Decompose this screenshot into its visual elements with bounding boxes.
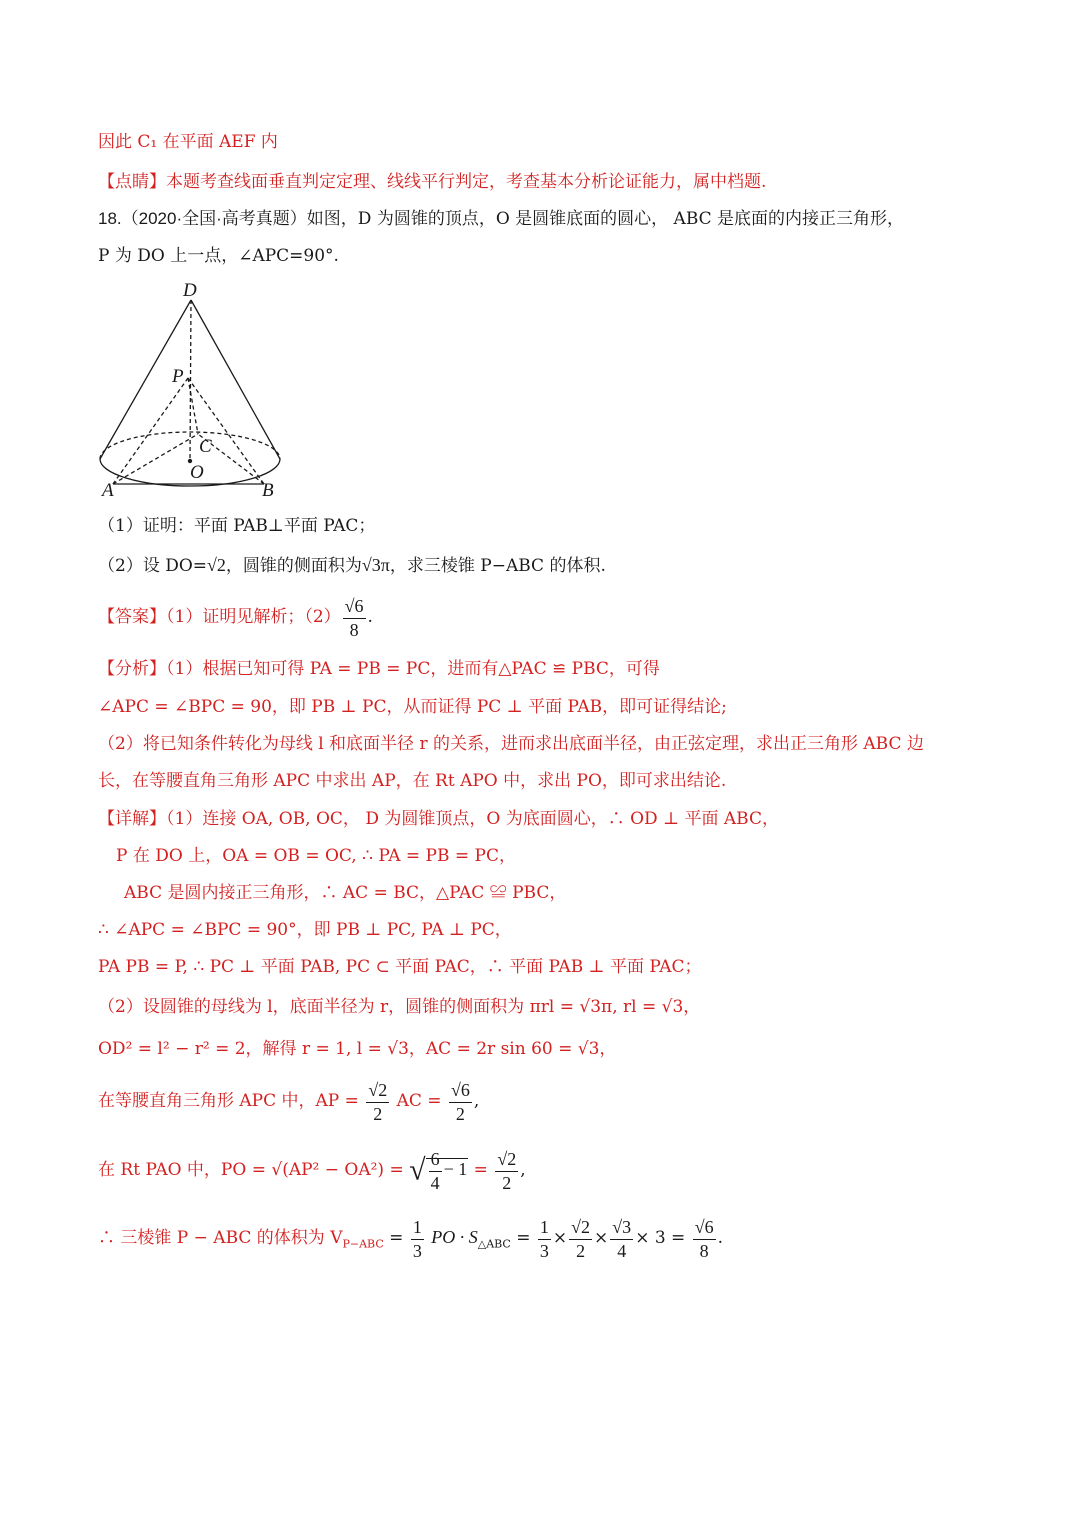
analysis-text-4: 长，在等腰直角三角形 APC 中求出 AP，在 Rt APO 中，求出 PO，即可求出结论. (98, 771, 727, 791)
answer-denominator: 8 (349, 620, 359, 640)
question-2-part-c: ，圆锥的侧面积为 (225, 556, 362, 576)
edge-PA (113, 378, 188, 484)
volume-subscript: P−ABC (342, 1237, 384, 1251)
detail-line-4 (98, 917, 512, 943)
label-A: A (102, 480, 114, 498)
detail-text-2: P 在 DO 上，OA = OB = OC, ∴ PA = PB = PC， (116, 846, 516, 866)
edge-PC (188, 378, 198, 434)
answer-numerator: √6 (343, 594, 366, 619)
answer-text: （1）证明见解析；（2） (166, 607, 341, 627)
detail-text-8a: 在等腰直角三角形 APC 中，AP = (98, 1091, 359, 1111)
detail-line-6 (98, 994, 700, 1020)
question-2-part-e: ，求三棱锥 P−ABC 的体积. (389, 556, 606, 576)
detail-text-8b: AC = (396, 1091, 442, 1111)
frac-sqrt6-over-2: $\frac{√6}{2}$ (450, 1080, 470, 1124)
detail-text-9b: = (473, 1160, 488, 1180)
problem-statement-cont (98, 243, 339, 269)
conclusion-line (98, 129, 278, 155)
detail-text-3: ABC 是圆内接正三角形，∴ AC = BC，△PAC ≌ PBC， (124, 883, 567, 903)
frac-6-over-4: $\frac{6}{4}$ (430, 1149, 440, 1194)
question-1-text: （1）证明：平面 PAB⊥平面 PAC； (98, 516, 376, 536)
answer-tag: 【答案】 (98, 607, 166, 627)
analysis-line-1 (98, 656, 660, 682)
cone-figure (92, 278, 292, 498)
question-2-sqrt2: √2 (207, 555, 226, 575)
analysis-line-3 (98, 731, 924, 757)
detail-text-10d: PO · S (431, 1227, 478, 1247)
detail-text-7: OD² = l² − r² = 2，解得 r = 1, l = √3，AC = 2r sin 60 = √3， (98, 1039, 617, 1059)
problem-condition: P 为 DO 上一点，∠APC=90°. (98, 246, 339, 266)
detail-text-10a: ∴ 三棱锥 P − ABC 的体积为 V (98, 1228, 343, 1248)
remark-tag: 【点睛】 (98, 172, 166, 192)
detail-text-9a: 在 Rt PAO 中，PO = √(AP² − OA²) = (98, 1160, 404, 1180)
detail-line-7 (98, 1036, 616, 1062)
label-O: O (190, 462, 204, 483)
frac-1-over-3-b: $\frac{1}{3}$ (539, 1217, 549, 1261)
question-2 (98, 552, 606, 579)
detail-tag: 【详解】 (98, 809, 166, 829)
detail-line-2 (116, 843, 516, 869)
detail-line-9: 在 Rt PAO 中，PO = √(AP² − OA²) = √ $\frac{6}{4}$ − 1 = $\frac{√2}{2}$ , (98, 1144, 526, 1196)
remark-line (98, 169, 766, 195)
sqrt-6-over-4-minus-1: $\frac{6}{4}$ − 1 (426, 1144, 469, 1194)
detail-line-10: ∴ 三棱锥 P − ABC 的体积为 $V_{P-ABC}$ = $\frac{1}{3}$ PO · $S_{\triangle ABC}$ = $\frac{1}{3}$ × $\frac{√2}{2}$ × $\frac{√3}{4}$ × 3 = $\frac{√6}{8}$ . (98, 1217, 724, 1261)
problem-number: 18.（2020·全国·高考真题） (98, 209, 307, 228)
label-D: D (183, 280, 197, 301)
frac-sqrt6-over-8: $\frac{√6}{8}$ (694, 1217, 714, 1261)
detail-line-3 (124, 880, 566, 906)
frac-1-over-3: $\frac{1}{3}$ (412, 1217, 422, 1261)
analysis-text-2: ∠APC = ∠BPC = 90，即 PB ⊥ PC，从而证得 PC ⊥ 平面 PAB，即可证得结论; (98, 697, 727, 717)
detail-line-8: 在等腰直角三角形 APC 中，AP = $\frac{√2}{2}$ AC = $\frac{√6}{2}$ , (98, 1080, 480, 1124)
label-C: C (199, 436, 212, 457)
detail-text-1: （1）连接 OA, OB, OC， D 为圆锥顶点，O 为底面圆心，∴ OD ⊥ 平面 ABC， (166, 809, 779, 829)
problem-header (98, 206, 904, 232)
frac-sqrt3-over-4: $\frac{√3}{4}$ (612, 1217, 632, 1261)
analysis-tag: 【分析】 (98, 659, 166, 679)
question-2-part-a: （2）设 DO= (98, 556, 208, 576)
detail-line-1 (98, 806, 779, 832)
analysis-text-1: （1）根据已知可得 PA = PB = PC，进而有△PAC ≌ PBC，可得 (166, 659, 660, 679)
analysis-line-2 (98, 694, 727, 720)
detail-text-5: PA PB = P, ∴ PC ⊥ 平面 PAB, PC ⊂ 平面 PAC，∴ 平面 PAB ⊥ 平面 PAC； (98, 957, 702, 977)
detail-text-6: （2）设圆锥的母线为 l，底面半径为 r，圆锥的侧面积为 πrl = √3π, rl = √3， (98, 997, 701, 1017)
detail-text-4: ∴ ∠APC = ∠BPC = 90°，即 PB ⊥ PC, PA ⊥ PC， (98, 920, 512, 940)
remark-text: 本题考查线面垂直判定定理、线线平行判定，考查基本分析论证能力，属中档题. (166, 172, 767, 192)
detail-line-5 (98, 954, 702, 980)
frac-sqrt2-over-2-b: $\frac{√2}{2}$ (497, 1149, 517, 1193)
frac-sqrt2-over-2: $\frac{√2}{2}$ (368, 1080, 388, 1124)
label-B: B (262, 480, 274, 498)
question-1 (98, 513, 375, 539)
analysis-text-3: （2）将已知条件转化为母线 l 和底面半径 r 的关系，进而求出底面半径，由正弦定理，求出正三角形 ABC 边 (98, 734, 924, 754)
problem-statement: 如图，D 为圆锥的顶点，O 是圆锥底面的圆心， ABC 是底面的内接正三角形， (306, 209, 905, 229)
answer-line: 【答案】（1）证明见解析；（2） $\frac{√6}{8}$ . (98, 596, 373, 640)
conclusion-text: 因此 C₁ 在平面 AEF 内 (98, 132, 278, 152)
area-subscript: △ABC (477, 1237, 511, 1251)
axis-DO (190, 300, 191, 461)
answer-fraction (343, 594, 366, 641)
question-2-area: √3π (361, 555, 390, 575)
analysis-line-4 (98, 768, 726, 794)
frac-sqrt2-over-2-c: $\frac{√2}{2}$ (571, 1217, 591, 1261)
label-P: P (172, 366, 184, 387)
edge-AC (113, 434, 198, 484)
